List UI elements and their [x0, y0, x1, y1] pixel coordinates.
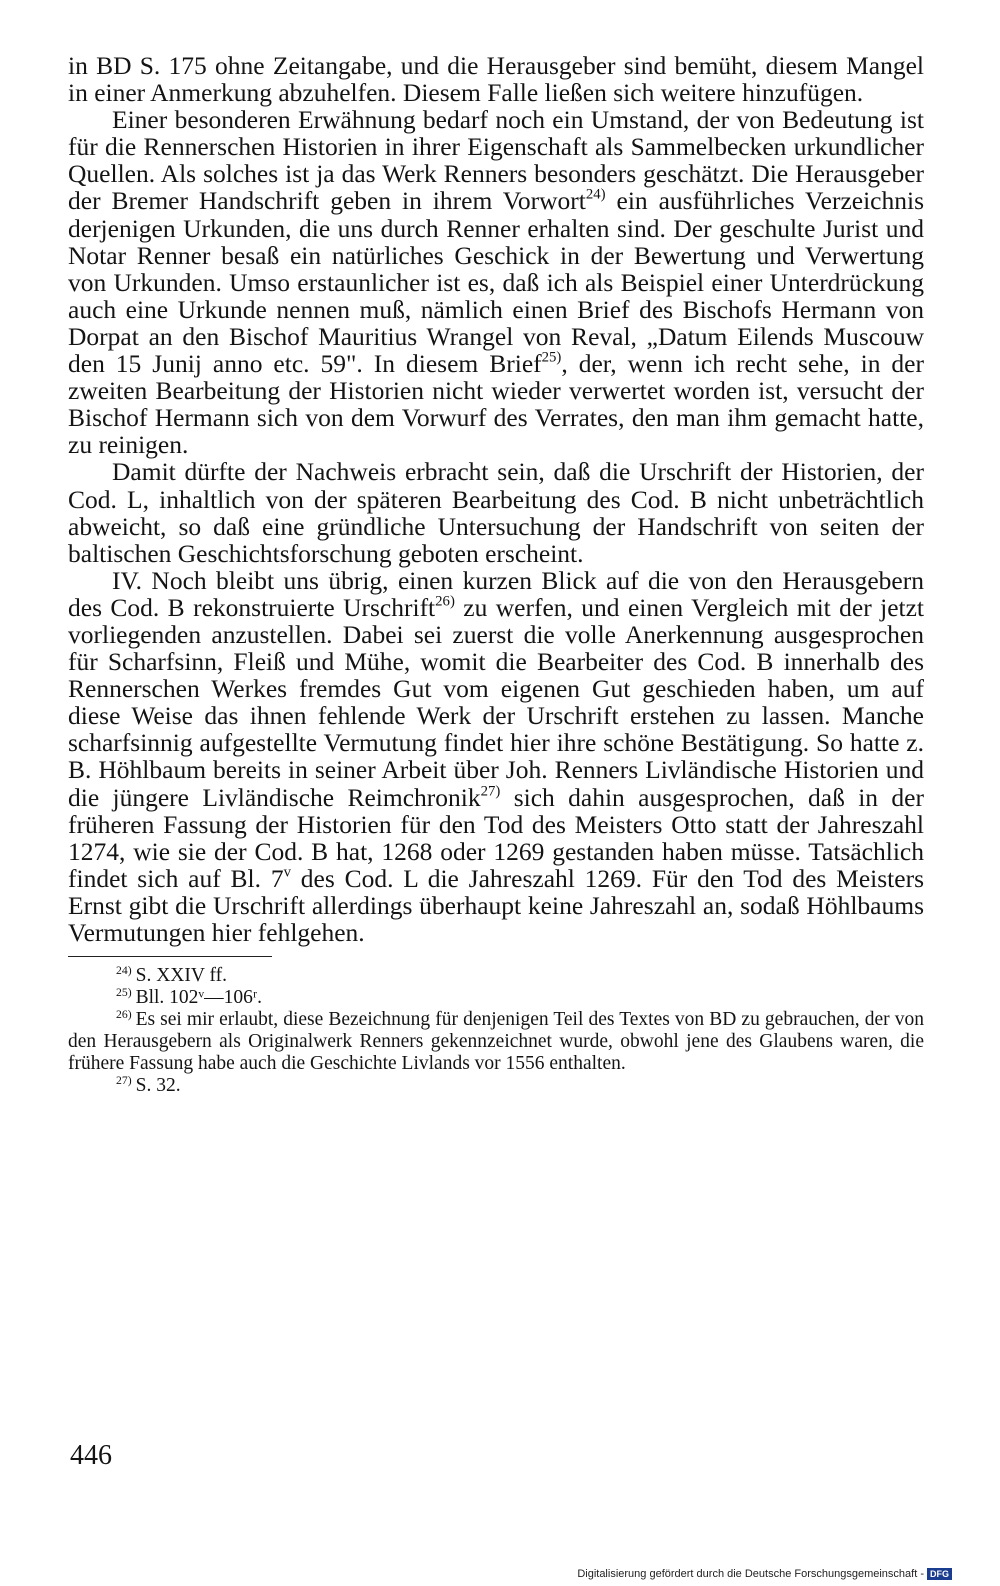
footnote-text: Es sei mir erlaubt, diese Bezeichnung für denjenigen Teil des Textes von BD zu gebrauchen, der von den Herausgebern als Originalwerk Renners gekennzeichnet wurde, obwohl jene des Glaubens waren, die frühere Fassung habe auch die Geschichte Livlands vor 1556 enthalten.	[68, 1009, 924, 1075]
paragraph	[68, 458, 924, 566]
paragraph	[68, 52, 924, 106]
text-run: in BD S. 175 ohne Zeitangabe, und die Herausgeber sind bemüht, diesem Mangel in einer Anmerkung abzuhelfen. Diesem Falle ließen sich weitere hinzufügen.	[68, 51, 924, 108]
text-run: IV. Noch bleibt uns übrig, einen kurzen Blick auf die von den Herausgebern des Cod. B rekonstruierte Urschrift	[68, 565, 924, 622]
footnote-separator	[68, 956, 272, 957]
footnotes	[68, 965, 924, 1097]
paragraph	[68, 106, 924, 458]
footnote-text: S. 32.	[135, 1075, 181, 1097]
footnote	[68, 987, 924, 1009]
footnote-reference: 25)	[541, 349, 562, 366]
text-run: , der, wenn ich recht sehe, in der zweiten Bearbeitung der Historien nicht wieder verwertet worden ist, versucht der Bischof Hermann sich von dem Vorwurf des Verrates, den man ihm gemacht hatte, zu reinigen.	[68, 349, 924, 460]
footnote-text: S. XXIV ff.	[135, 965, 227, 987]
digitization-credit	[577, 1568, 952, 1580]
credit-text: Digitalisierung gefördert durch die Deutsche Forschungsgemeinschaft -	[577, 1568, 924, 1580]
page-number: 446	[70, 1440, 112, 1471]
main-text	[68, 52, 924, 946]
dfg-logo: DFG	[927, 1568, 952, 1580]
footnote	[68, 1009, 924, 1075]
text-run: Einer besonderen Erwähnung bedarf noch ein Umstand, der von Bedeutung ist für die Rennerschen Historien in ihrer Eigenschaft als Sammelbecken urkundlicher Quellen. Als solches ist ja das Werk Renners besonders geschätzt. Die Herausgeber der Bremer Handschrift geben in ihrem Vorwort	[68, 105, 924, 216]
text-run: zu werfen, und einen Vergleich mit der jetzt vorliegenden anzustellen. Dabei sei zuerst die volle Anerkennung ausgesprochen für Scharfsinn, Fleiß und Mühe, womit die Bearbeiter des Cod. B innerhalb des Rennerschen Werkes fremdes Gut vom eigenen Gut geschieden haben, um auf diese Weise das ihnen fehlende Werk der Urschrift erstehen zu lassen. Manche scharfsinnig aufgestellte Vermutung findet hier ihre schöne Bestätigung. So hatte z. B. Höhlbaum bereits in seiner Arbeit über Joh. Renners Livländische Historien und die jüngere Livländische Reimchronik	[68, 592, 925, 812]
footnote-reference: 26)	[435, 593, 455, 610]
footnote-text: Bll. 102ᵛ—106ʳ.	[135, 987, 263, 1009]
text-run: ein ausführliches Verzeichnis derjenigen Urkunden, die uns durch Renner erhalten sind. Der geschulte Jurist und Notar Renner besaß ein natürliches Geschick in der Bewertung und Verwertung von Urkunden. Umso erstaunlicher ist es, daß ich als Beispiel einer Unterdrückung auch eine Urkunde nennen muß, nämlich einen Brief des Bischofs Hermann von Dorpat an den Bischof Mauritius Wrangel von Reval, „Datum Eilends Muscouw den 15 Junij anno etc. 59". In diesem Brief	[68, 186, 924, 379]
footnote-mark: 24)	[116, 964, 132, 978]
footnote	[68, 1075, 924, 1097]
paragraph	[68, 567, 924, 946]
footnote-mark: 26)	[116, 1008, 132, 1022]
footnote-mark: 25)	[116, 986, 132, 1000]
footnote	[68, 965, 924, 987]
footnote-reference: 24)	[585, 186, 606, 203]
footnote-reference: 27)	[480, 782, 501, 799]
text-run: Damit dürfte der Nachweis erbracht sein, daß die Urschrift der Historien, der Cod. L, inhaltlich von der späteren Bearbeitung des Cod. B nicht unbeträchtlich abweicht, so daß eine gründliche Untersuchung der Handschrift von seiten der baltischen Geschichtsforschung geboten erscheint.	[68, 457, 924, 568]
text-run: des Cod. L die Jahreszahl 1269. Für den Tod des Meisters Ernst gibt die Urschrift allerdings überhaupt keine Jahreszahl an, sodaß Höhlbaums Vermutungen hier fehlgehen.	[68, 863, 924, 947]
page-content	[68, 52, 924, 1097]
footnote-mark: 27)	[116, 1074, 132, 1088]
text-run: sich dahin ausgesprochen, daß in der früheren Fassung der Historien für den Tod des Meisters Otto statt der Jahreszahl 1274, wie sie der Cod. B hat, 1268 oder 1269 gestanden haben müsse. Tatsächlich findet sich auf Bl. 7	[68, 782, 924, 893]
footnote-reference: v	[283, 864, 291, 881]
